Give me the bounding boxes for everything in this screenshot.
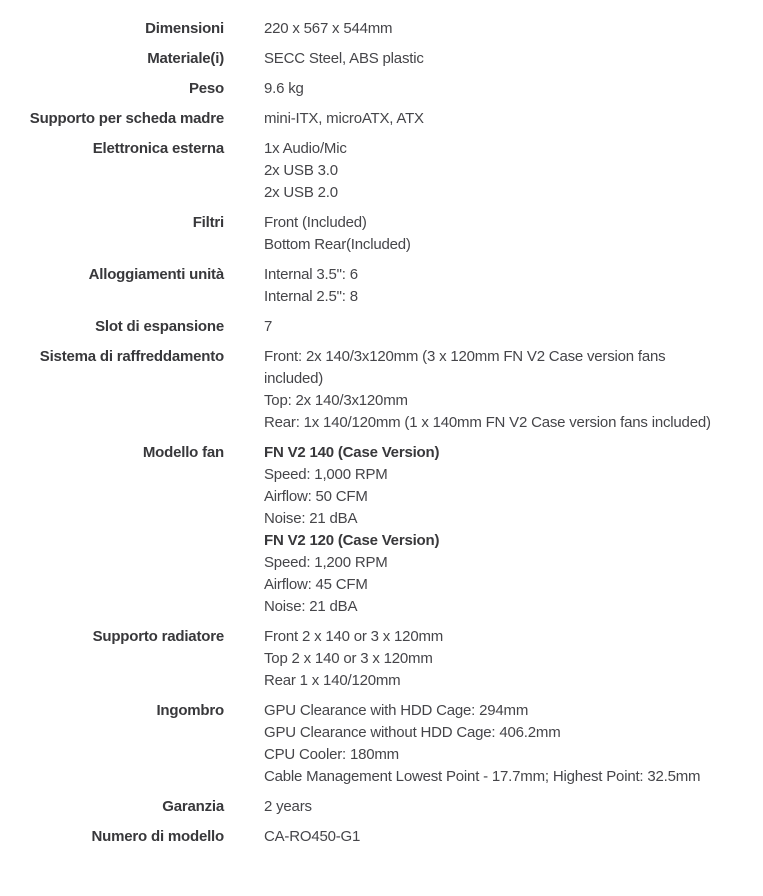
- spec-value-line: Cable Management Lowest Point - 17.7mm; Highest Point: 32.5mm: [264, 768, 701, 785]
- spec-value-line: Internal 2.5": 8: [264, 288, 358, 305]
- spec-label: Dimensioni: [145, 20, 224, 37]
- spec-value-line: SECC Steel, ABS plastic: [264, 50, 424, 67]
- spec-value: [264, 138, 716, 204]
- spec-value-line: GPU Clearance without HDD Cage: 406.2mm: [264, 724, 561, 741]
- spec-value: [264, 796, 716, 818]
- spec-label: Materiale(i): [147, 50, 224, 67]
- spec-value-line: Airflow: 50 CFM: [264, 488, 368, 505]
- spec-row: [0, 442, 763, 618]
- spec-value-subheading: FN V2 140 (Case Version): [264, 444, 440, 461]
- spec-value-line: Rear: 1x 140/120mm (1 x 140mm FN V2 Case version fans included): [264, 414, 711, 431]
- spec-row: [0, 346, 763, 434]
- spec-row: [0, 626, 763, 692]
- spec-value-line: GPU Clearance with HDD Cage: 294mm: [264, 702, 529, 719]
- spec-value-line: Noise: 21 dBA: [264, 510, 358, 527]
- spec-value-line: Internal 3.5": 6: [264, 266, 358, 283]
- spec-label: Slot di espansione: [95, 318, 224, 335]
- spec-row: [0, 108, 763, 130]
- spec-value-line: Noise: 21 dBA: [264, 598, 358, 615]
- spec-row: [0, 826, 763, 848]
- spec-value: [264, 18, 716, 40]
- spec-value: [264, 212, 716, 256]
- spec-value-subheading: FN V2 120 (Case Version): [264, 532, 440, 549]
- spec-row: [0, 264, 763, 308]
- spec-row: [0, 78, 763, 100]
- spec-value-line: 2x USB 2.0: [264, 184, 338, 201]
- spec-value-line: Top 2 x 140 or 3 x 120mm: [264, 650, 433, 667]
- spec-value: [264, 626, 716, 692]
- spec-value-line: 9.6 kg: [264, 80, 304, 97]
- spec-value: [264, 78, 716, 100]
- spec-row: [0, 796, 763, 818]
- spec-row: [0, 316, 763, 338]
- spec-value-line: Bottom Rear(Included): [264, 236, 411, 253]
- spec-value-line: Top: 2x 140/3x120mm: [264, 392, 408, 409]
- spec-label: Ingombro: [156, 702, 224, 719]
- spec-value-line: CA-RO450-G1: [264, 828, 361, 845]
- spec-label: Filtri: [192, 214, 224, 231]
- spec-value-line: Rear 1 x 140/120mm: [264, 672, 401, 689]
- spec-value-line: Airflow: 45 CFM: [264, 576, 368, 593]
- spec-value-line: Front: 2x 140/3x120mm (3 x 120mm FN V2 Case version fans included): [264, 348, 666, 387]
- spec-value-line: Front 2 x 140 or 3 x 120mm: [264, 628, 444, 645]
- spec-value: [264, 700, 716, 788]
- spec-label: Sistema di raffreddamento: [39, 348, 224, 365]
- spec-value-line: mini-ITX, microATX, ATX: [264, 110, 424, 127]
- spec-label: Supporto radiatore: [92, 628, 224, 645]
- spec-row: [0, 48, 763, 70]
- spec-label: Garanzia: [162, 798, 224, 815]
- spec-value: [264, 442, 716, 618]
- spec-value: [264, 108, 716, 130]
- spec-value: [264, 264, 716, 308]
- spec-row: [0, 18, 763, 40]
- spec-label: Modello fan: [142, 444, 224, 461]
- spec-label: Numero di modello: [91, 828, 224, 845]
- spec-value: [264, 48, 716, 70]
- spec-value-line: Front (Included): [264, 214, 367, 231]
- spec-value: [264, 826, 716, 848]
- spec-value-line: 1x Audio/Mic: [264, 140, 347, 157]
- spec-value-line: Speed: 1,200 RPM: [264, 554, 388, 571]
- spec-row: [0, 212, 763, 256]
- spec-value: [264, 316, 716, 338]
- spec-value-line: CPU Cooler: 180mm: [264, 746, 399, 763]
- spec-row: [0, 700, 763, 788]
- spec-value-line: Speed: 1,000 RPM: [264, 466, 388, 483]
- spec-value-line: 2x USB 3.0: [264, 162, 338, 179]
- spec-value: [264, 346, 716, 434]
- spec-value-line: 2 years: [264, 798, 312, 815]
- spec-label: Supporto per scheda madre: [29, 110, 224, 127]
- spec-label: Peso: [188, 80, 224, 97]
- spec-row: [0, 138, 763, 204]
- spec-value-line: 7: [264, 318, 273, 335]
- spec-label: Elettronica esterna: [92, 140, 224, 157]
- spec-value-line: 220 x 567 x 544mm: [264, 20, 393, 37]
- spec-label: Alloggiamenti unità: [88, 266, 224, 283]
